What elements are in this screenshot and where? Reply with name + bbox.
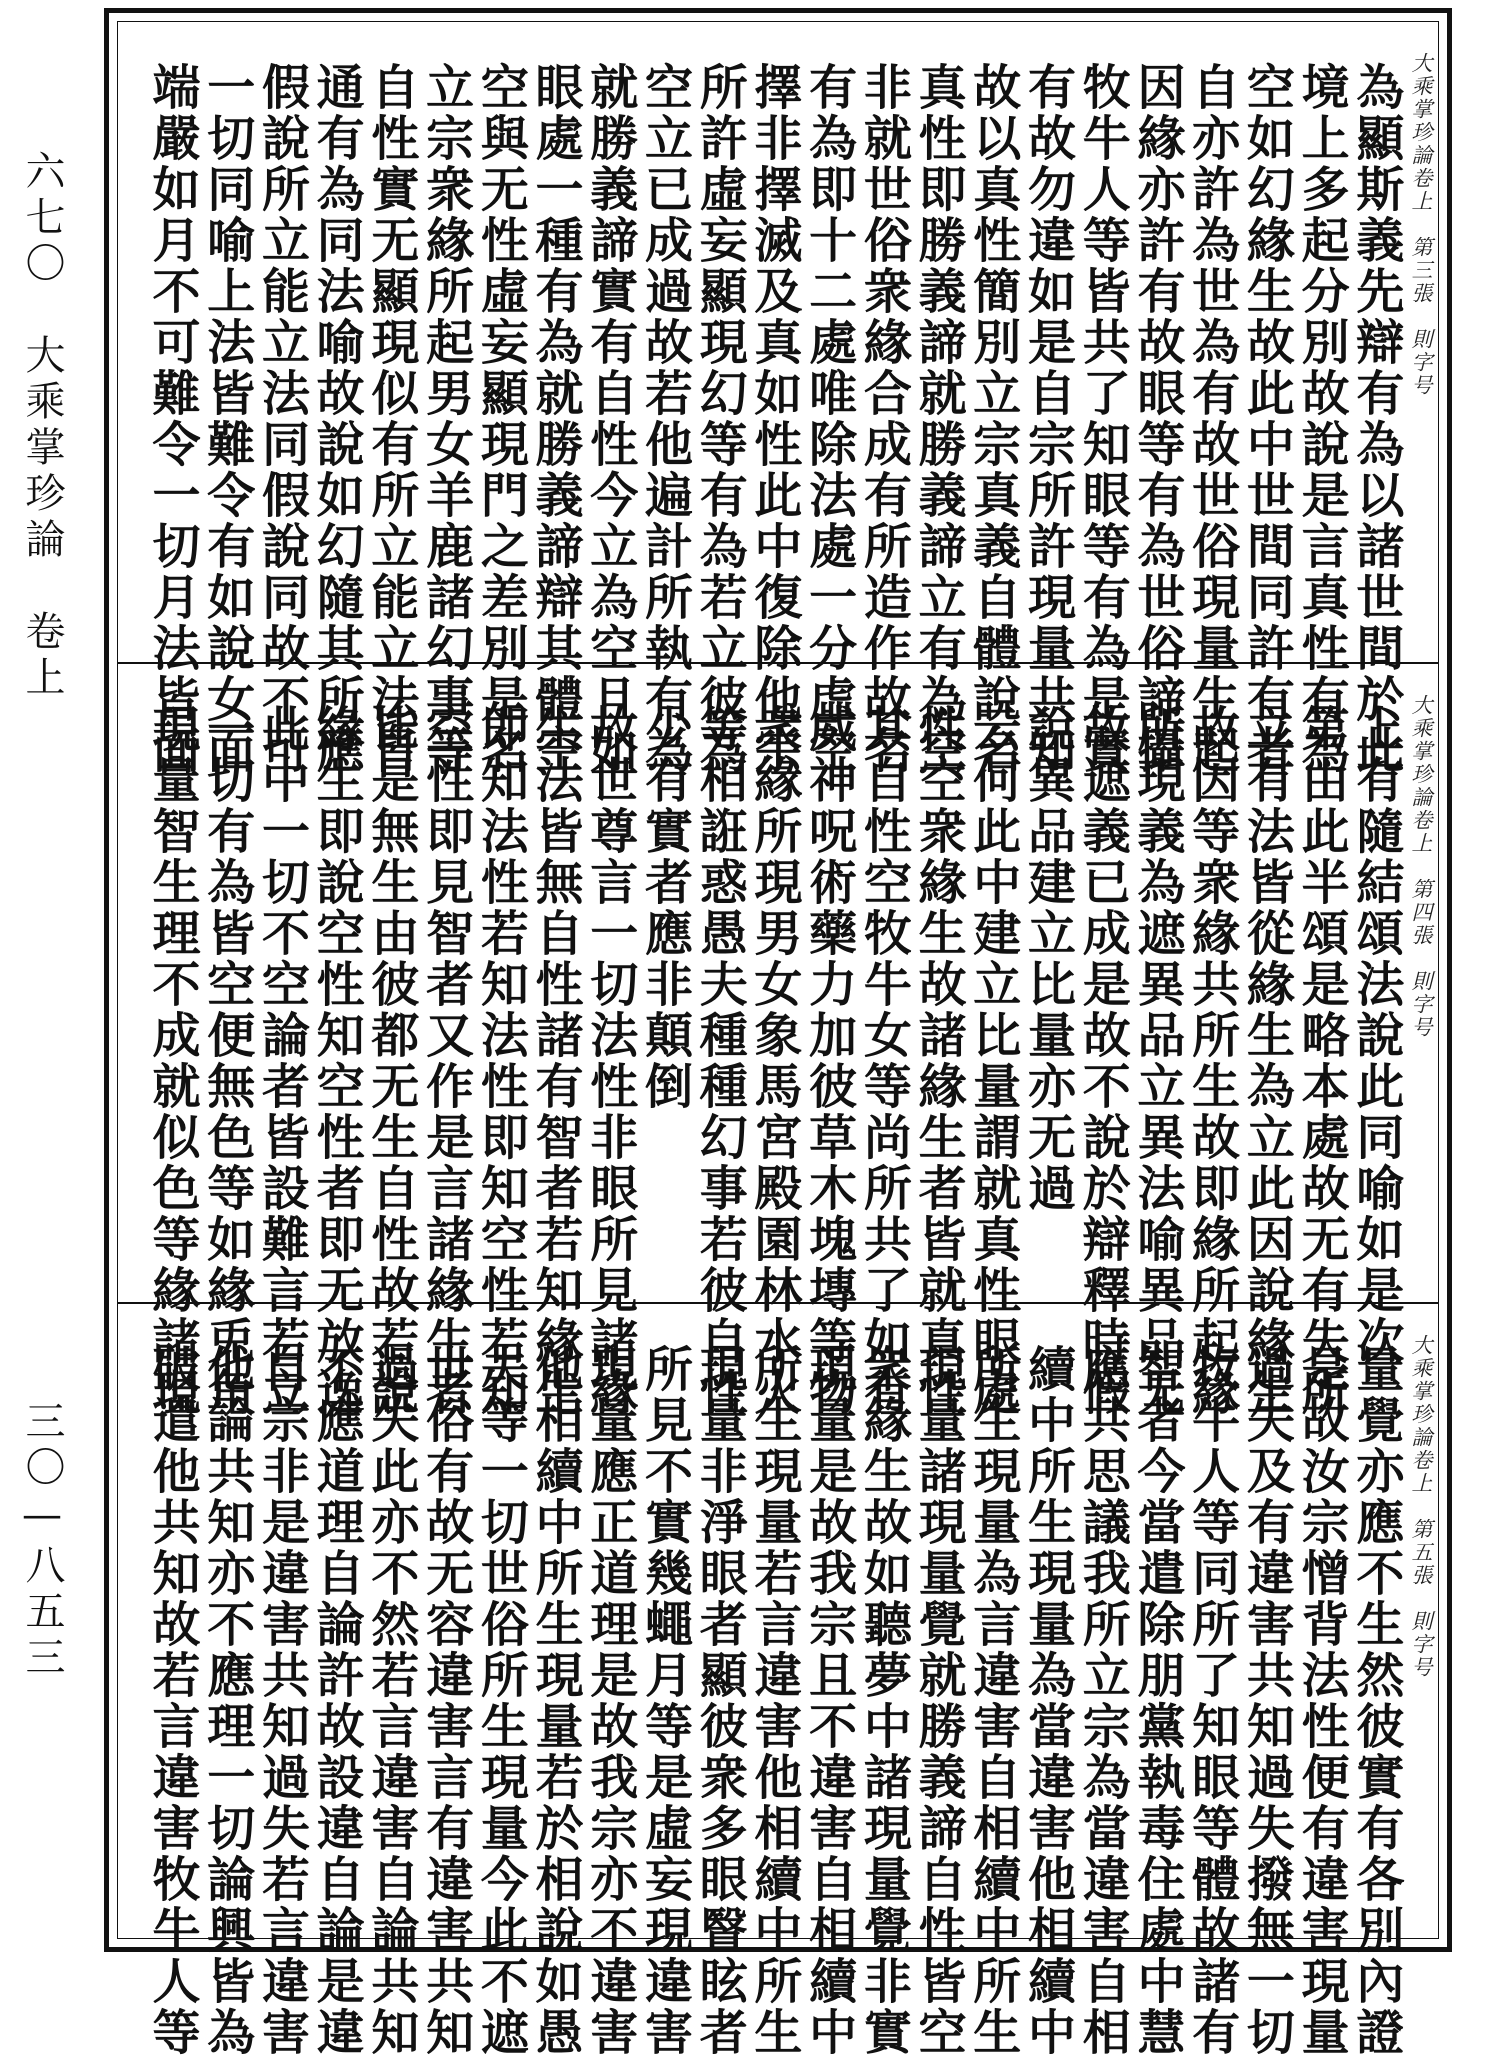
text-column: 說異品建立比量亦无過 xyxy=(1019,704,1076,1214)
text-block-2 xyxy=(118,662,1438,1418)
block-1-columns xyxy=(144,62,1404,776)
text-column: 故因等衆緣共所生故即緣所起緣 xyxy=(1183,704,1240,1418)
text-column: 現量應正道理是故我宗亦不違害 xyxy=(581,1344,638,2058)
page-frame xyxy=(104,8,1452,2058)
text-column: 他相續中所生現量若於相說如愚 xyxy=(527,1344,584,2058)
text-column: 夫等一切世俗所生現量今此不遮 xyxy=(472,1344,529,2058)
block-2-columns xyxy=(144,704,1404,1418)
text-column: 故遮義已成是故不說於辯釋時假 xyxy=(1074,704,1131,1418)
text-column: 衆緣所現男女象馬宮殿園林水火 xyxy=(745,704,802,1418)
text-column: 性空衆緣生故諸緣生者皆就真性 xyxy=(910,704,967,1418)
text-column: 立有法皆從緣生為立此因說緣生 xyxy=(1238,704,1295,1418)
margin-top-label: 六七〇 大乘掌珍論 卷上 xyxy=(19,150,65,702)
text-column: 立宗衆緣所起男女羊鹿諸幻事等 xyxy=(417,62,474,776)
text-column: 智者今當遣除朋黨執毒住處中慧 xyxy=(1128,1344,1185,2058)
text-column: 有為即十二處唯除法處一分虛空 xyxy=(800,62,857,776)
text-column: 等相誑惑愚夫種種幻事若彼自性 xyxy=(691,704,748,1418)
text-column: 即知法性若知法性即知空性若知 xyxy=(472,704,529,1418)
block-3-columns xyxy=(144,1344,1404,2058)
text-column: 量覺亦應不生然彼實有各別內證 xyxy=(1347,1344,1404,2058)
side-margin xyxy=(0,0,90,1973)
text-column: 一切同喻上法皆難令有如說女面 xyxy=(198,62,255,776)
text-column: 不應道理自論許故設違自論是違 xyxy=(308,1344,365,2058)
text-column: 應共思議我所立宗為當違害自相 xyxy=(1074,1344,1131,2058)
text-column: 空立已成過故若他遍計所執有為 xyxy=(636,62,693,776)
text-column: 云何此中建立比量謂就真性眼處 xyxy=(964,704,1021,1418)
text-column: 空如幻緣生故此中世間同許有者 xyxy=(1238,62,1295,776)
text-column: 是故汝宗憎背法性便有違害現量 xyxy=(1293,1344,1350,2058)
margin-bottom-label: 三〇—八五三 xyxy=(19,1400,65,1682)
text-column: 自性實无顯現似有所立能立法皆 xyxy=(362,62,419,776)
text-column: 有故勿違如是自宗所許現量共知 xyxy=(1019,62,1076,776)
text-column: 續中所生現量為當違害他相續中 xyxy=(1019,1344,1076,2058)
text-column: 其自性空牧牛女等尚所共了如有 xyxy=(855,704,912,1418)
text-column: 少有實者應非顛倒 xyxy=(636,704,693,1112)
text-column: 空與无性虛妄顯現門之差別是名 xyxy=(472,62,529,776)
text-column: 端嚴如月不可難令一切月法皆面 xyxy=(144,62,200,776)
text-column: 因緣亦許有故眼等有為世俗諦攝 xyxy=(1128,62,1185,776)
text-column: 威神呪術藥力加彼草木塊塼等物 xyxy=(800,704,857,1418)
text-column: 故世尊言一切法性非眼所見諸緣 xyxy=(581,704,638,1418)
text-column: 故以真性簡別立宗真義自體說名 xyxy=(964,62,1021,776)
text-column: 就勝義諦實有自性今立為空且如 xyxy=(581,62,638,776)
text-column: 過失及有違害共知過失撥無一切 xyxy=(1238,1344,1295,2058)
text-column: 假說所立能立法同假說同故不可 xyxy=(253,62,310,776)
text-column: 緣生即說空性知空性者即无放逸 xyxy=(308,704,365,1418)
text-column: 眼處一種有為就勝義諦辯其體空 xyxy=(527,62,584,776)
text-column: 所生現量為言違害自相續中所生 xyxy=(964,1344,1021,2058)
text-column: 非就世俗衆緣合成有所造作故名 xyxy=(855,62,912,776)
block-1-banner: 大乘掌珍論卷上 第三張 則字号 xyxy=(1409,52,1433,397)
text-column: 自宗非是違害共知過失若言違害 xyxy=(253,1344,310,2058)
text-column: 所生現量若言違害他相續中所生 xyxy=(745,1344,802,2058)
text-column: 一切有為皆空便無色等如緣兎角 xyxy=(198,704,255,1418)
text-column: 現量是故我宗且不違害自相續中 xyxy=(800,1344,857,2058)
text-column: 所見不實幾蠅月等是虛妄現違害 xyxy=(636,1344,693,2058)
text-column: 自亦許為世為有故世俗現量生起 xyxy=(1183,62,1240,776)
text-column: 真性即勝義諦就勝義諦立有為空 xyxy=(910,62,967,776)
text-column: 所許虛妄顯現幻等有為若立彼為 xyxy=(691,62,748,776)
text-column: 過失此亦不然若言違害自論共知 xyxy=(362,1344,419,2058)
text-block-3 xyxy=(118,1302,1438,2058)
text-column: 擇非擇滅及真如性此中復除他宗 xyxy=(745,62,802,776)
text-column: 上有隨結頌法說此同喻如是次 xyxy=(1347,704,1404,1367)
text-block-1 xyxy=(118,22,1438,776)
text-column: 現量非淨眼者顯彼衆多眼瞖眩者 xyxy=(691,1344,748,2058)
text-column: 他論共知亦不應理一切論興皆為 xyxy=(198,1344,255,2058)
text-column: 此中一切不空論者皆設難言若立 xyxy=(253,704,310,1418)
text-column: 現量諸現量覺就勝義諦自性皆空 xyxy=(910,1344,967,2058)
text-column: 境上多起分別故說是言真性有為 xyxy=(1293,62,1350,776)
text-column: 現量智生理不成就似色等緣諸現 xyxy=(144,704,200,1418)
text-column: 通有為同法喻故說如幻隨其所應 xyxy=(308,62,365,776)
text-column: 生法皆無自性諸有智者若知緣生 xyxy=(527,704,584,1418)
text-column: 破遣他共知故若言違害牧牛人等 xyxy=(144,1344,200,2058)
text-column: 牧牛人等皆共了知眼等有為是實 xyxy=(1074,62,1131,776)
text-column: 空性即見智者又作是言諸緣生者 xyxy=(417,704,474,1418)
text-column: 牧牛人等同所了知眼等體故諸有 xyxy=(1183,1344,1240,2058)
text-column: 世俗有故无容違害言有違害共知 xyxy=(417,1344,474,2058)
page-frame-inner xyxy=(117,21,1439,2058)
text-column: 皆是無生由彼都无生自性故若說 xyxy=(362,704,419,1418)
block-3-banner: 大乘掌珍論卷上 第五張 則字号 xyxy=(1409,1334,1433,1679)
block-2-banner: 大乘掌珍論卷上 第四張 則字号 xyxy=(1409,694,1433,1039)
text-column: 為顯斯義先辯有為以諸世間於此 xyxy=(1347,62,1404,776)
text-column: 衆緣生故如聽夢中諸現量覺非實 xyxy=(855,1344,912,2058)
text-column: 第由此半頌是略本處故无有失所 xyxy=(1293,704,1350,1418)
text-column: 所現義為遮異品立異法喻異品无 xyxy=(1128,704,1185,1418)
